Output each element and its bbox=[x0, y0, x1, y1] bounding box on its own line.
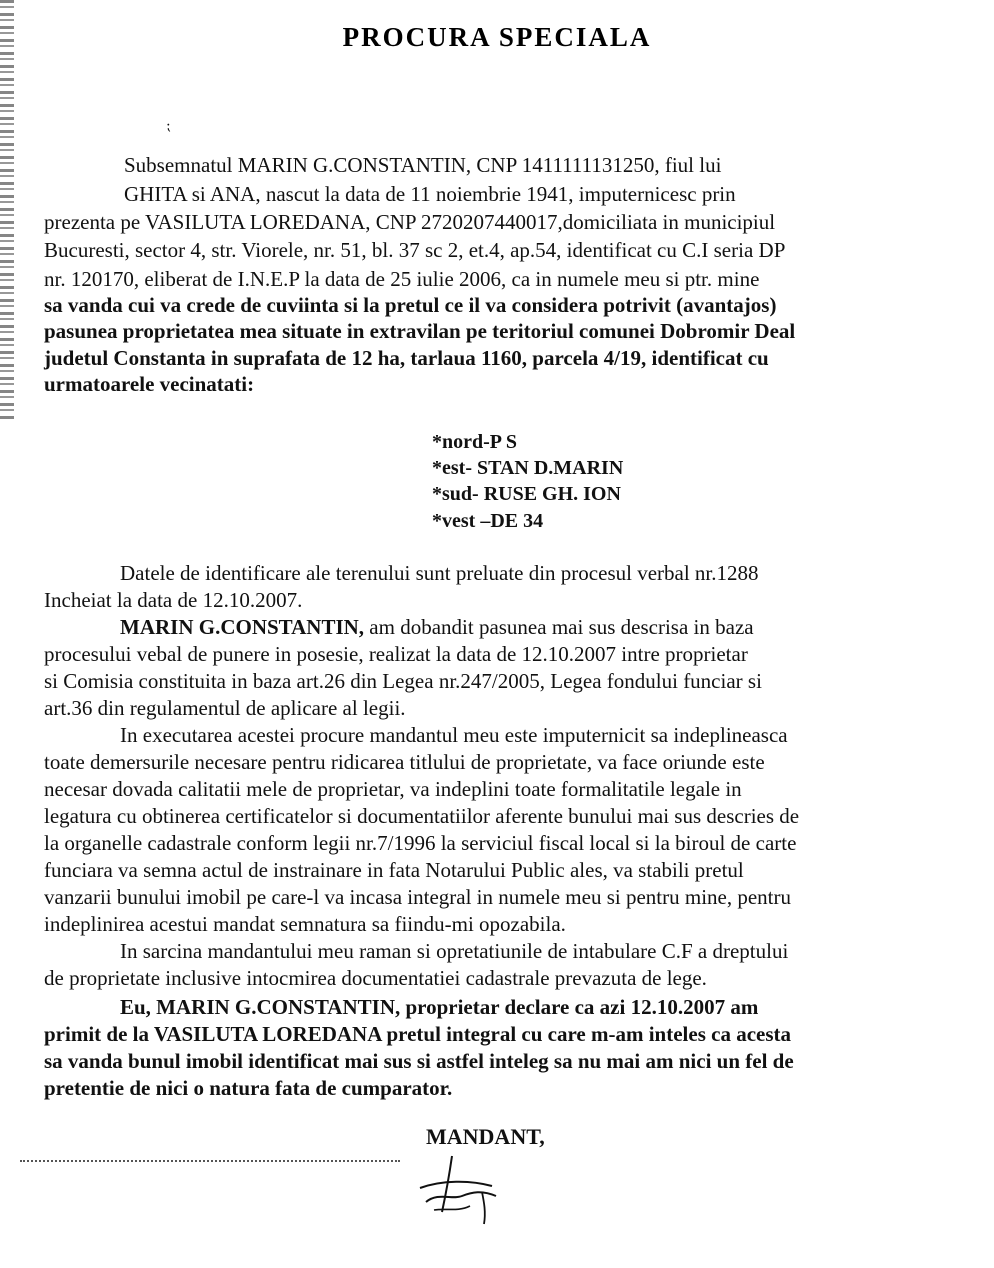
owner-name: MARIN G.CONSTANTIN, bbox=[120, 615, 365, 639]
paragraph-6-line: Eu, MARIN G.CONSTANTIN, proprietar declare ca azi 12.10.2007 am bbox=[120, 995, 759, 1019]
signature-image bbox=[412, 1150, 522, 1230]
paragraph-5-line: de proprietate inclusive intocmirea documentatiei cadastrale prevazuta de lege. bbox=[44, 966, 707, 990]
mandant-label: MANDANT, bbox=[426, 1124, 545, 1149]
paragraph-4-line: necesar dovada calitatii mele de proprietar, va indeplini toate formalitatile legale in bbox=[44, 777, 742, 801]
paragraph-1-line: prezenta pe VASILUTA LOREDANA, CNP 2720207440017,domiciliata in municipiul bbox=[44, 210, 776, 234]
neighbor-item: *nord-P S bbox=[432, 431, 518, 453]
paragraph-4-line: vanzarii bunului imobil pe care-l va incasa integral in numele meu si pentru mine, pentru bbox=[44, 885, 792, 909]
paragraph-3-text: am dobandit pasunea mai sus descrisa in baza bbox=[369, 615, 754, 639]
paragraph-4-line: la organelle cadastrale conform legii nr.7/1996 la serviciul fiscal local si la biroul de carte bbox=[44, 831, 797, 855]
paragraph-3-line: procesului vebal de punere in posesie, realizat la data de 12.10.2007 intre proprietar bbox=[44, 642, 748, 666]
paragraph-1-line: pasunea proprietatea mea situate in extravilan pe teritoriul comunei Dobromir Deal bbox=[44, 319, 796, 343]
paragraph-2-line: Datele de identificare ale terenului sunt preluate din procesul verbal nr.1288 bbox=[120, 561, 759, 585]
paragraph-6-line: pretentie de nici o natura fata de cumparator. bbox=[44, 1076, 453, 1100]
document-title: PROCURA SPECIALA bbox=[342, 22, 652, 52]
paragraph-5-line: In sarcina mandantului meu raman si opretatiunile de intabulare C.F a dreptului bbox=[120, 939, 789, 963]
paragraph-3-line: art.36 din regulamentul de aplicare al legii. bbox=[44, 696, 406, 720]
paragraph-3-line: si Comisia constituita in baza art.26 din Legea nr.247/2005, Legea fondului funciar si bbox=[44, 669, 762, 693]
paragraph-1-line: urmatoarele vecinatati: bbox=[44, 372, 255, 396]
signature-dotted-line bbox=[20, 1160, 400, 1164]
neighbor-item: *est- STAN D.MARIN bbox=[432, 457, 624, 479]
neighbor-item: *sud- RUSE GH. ION bbox=[432, 483, 621, 505]
paragraph-3-line bbox=[120, 614, 956, 640]
paragraph-4-line: toate demersurile necesare pentru ridicarea titlului de proprietate, va face oriunde este bbox=[44, 750, 765, 774]
paragraph-1-line: Subsemnatul MARIN G.CONSTANTIN, CNP 1411111131250, fiul lui bbox=[124, 153, 722, 177]
paragraph-2-line: Incheiat la data de 12.10.2007. bbox=[44, 588, 303, 612]
scan-speck: ⁏ bbox=[166, 119, 171, 134]
paragraph-1-line: Bucuresti, sector 4, str. Viorele, nr. 51, bl. 37 sc 2, et.4, ap.54, identificat cu C.I seria DP bbox=[44, 238, 786, 262]
paragraph-4-line: In executarea acestei procure mandantul meu este imputernicit sa indeplineasca bbox=[120, 723, 788, 747]
paragraph-4-line: legatura cu obtinerea certificatelor si documentatiilor aferente bunului mai sus descries de bbox=[44, 804, 800, 828]
paragraph-6-line: sa vanda bunul imobil identificat mai sus si astfel inteleg sa nu mai am nici un fel de bbox=[44, 1049, 794, 1073]
paragraph-1-line: nr. 120170, eliberat de I.N.E.P la data de 25 iulie 2006, ca in numele meu si ptr. mine bbox=[44, 267, 760, 291]
paragraph-4-line: indeplinirea acestui mandat semnatura sa fiindu-mi opozabila. bbox=[44, 912, 566, 936]
paragraph-1-line: GHITA si ANA, nascut la data de 11 noiembrie 1941, imputernicesc prin bbox=[124, 182, 736, 206]
neighbor-item: *vest –DE 34 bbox=[432, 510, 544, 532]
scan-edge-artifact bbox=[0, 0, 14, 420]
paragraph-1-line: sa vanda cui va crede de cuviinta si la pretul ce il va considera potrivit (avantajos) bbox=[44, 293, 777, 317]
paragraph-6-line: primit de la VASILUTA LOREDANA pretul integral cu care m-am inteles ca acesta bbox=[44, 1022, 792, 1046]
paragraph-1-line: judetul Constanta in suprafata de 12 ha, tarlaua 1160, parcela 4/19, identificat cu bbox=[44, 346, 769, 370]
paragraph-4-line: funciara va semna actul de instrainare in fata Notarului Public ales, va stabili pretul bbox=[44, 858, 744, 882]
